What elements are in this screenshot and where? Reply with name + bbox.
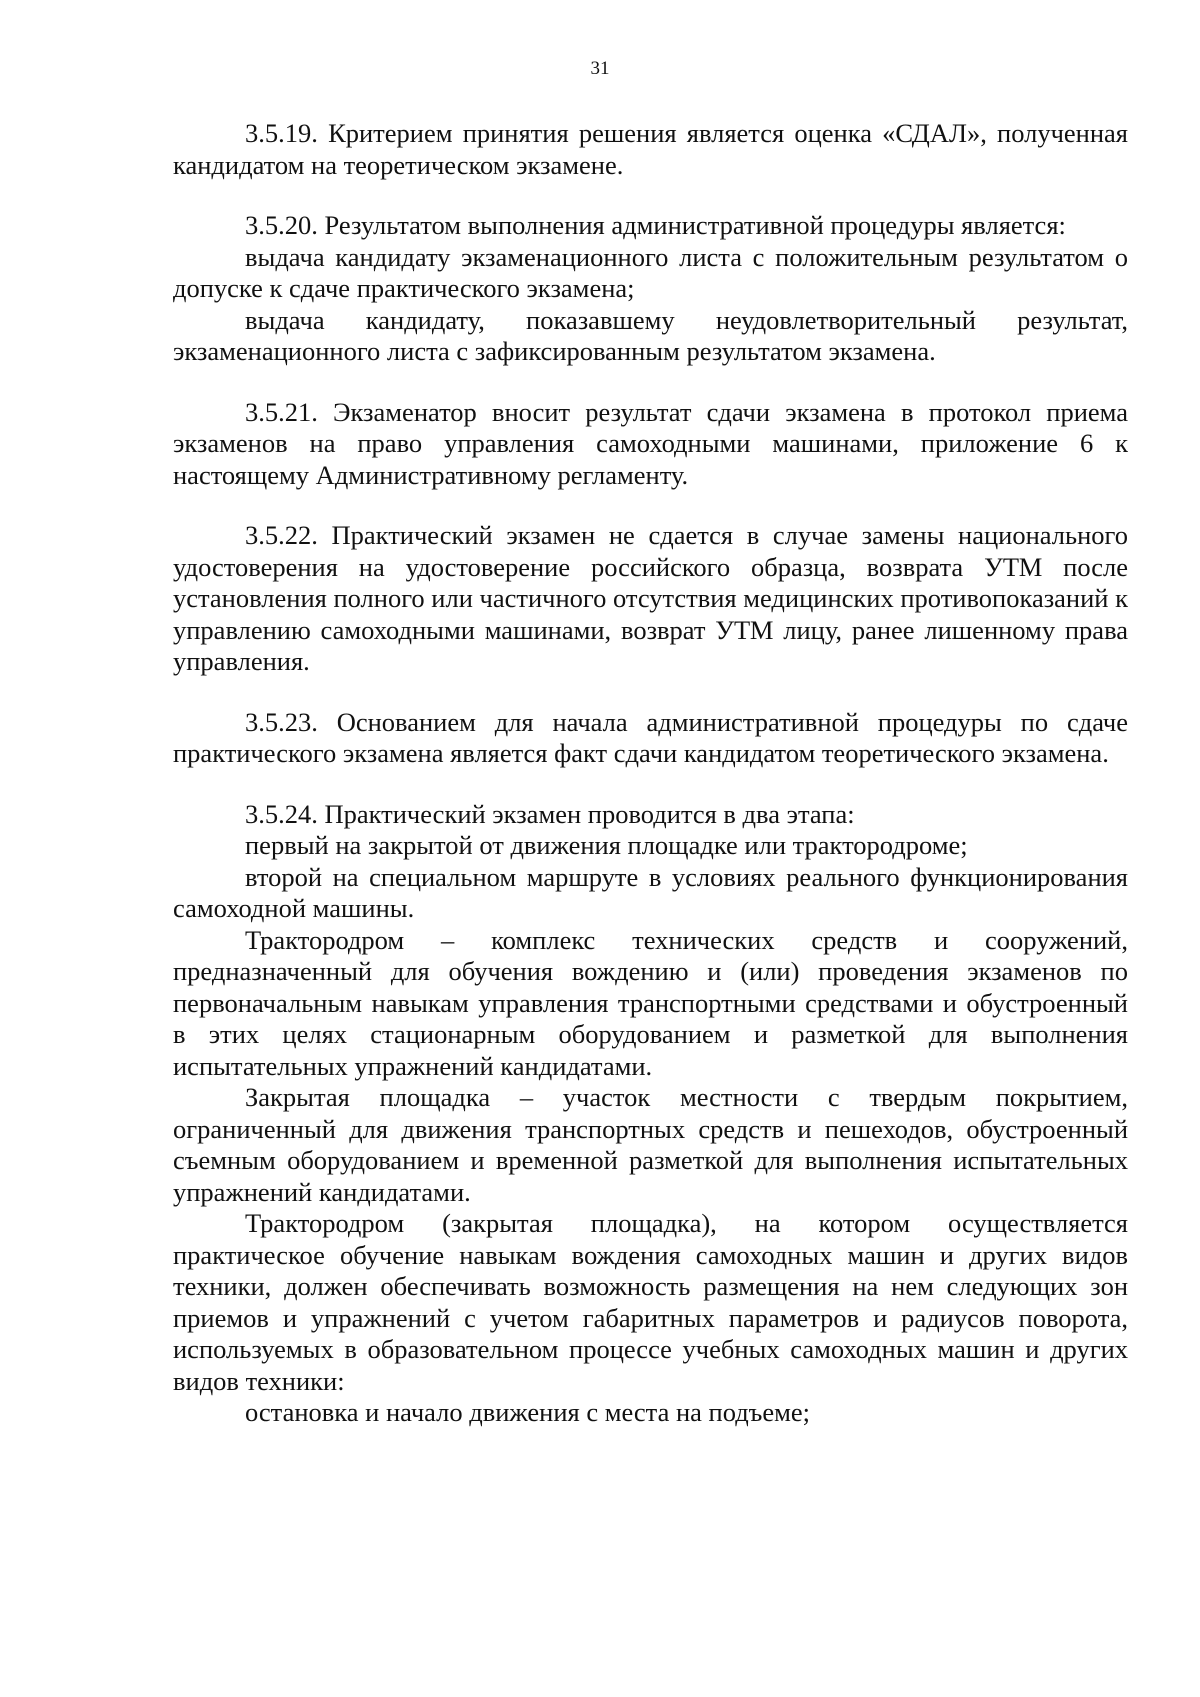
paragraph: второй на специальном маршруте в условиях реального функционирования самоходной машины. bbox=[173, 861, 1128, 923]
section-gap bbox=[173, 770, 1128, 799]
paragraph: 3.5.22. Практический экзамен не сдается в случае замены национального удостоверения на удостоверение российского образца, возврата УТМ после установления полного или частичного отсутствия медицинских противопоказаний к управлению самоходными машинами, возврат УТМ лицу, ранее лишенному права управления. bbox=[173, 520, 1128, 676]
document-body bbox=[173, 118, 1128, 1429]
paragraph: 3.5.21. Экзаменатор вносит результат сдачи экзамена в протокол приема экзаменов на право управления самоходными машинами, приложение 6 к настоящему Административному регламенту. bbox=[173, 396, 1128, 490]
section-3-5-22 bbox=[173, 520, 1128, 678]
paragraph: 3.5.24. Практический экзамен проводится в два этапа: bbox=[245, 798, 855, 829]
paragraph: Закрытая площадка – участок местности с твердым покрытием, ограниченный для движения транспортных средств и пешеходов, обустроенный съемным оборудованием и временной разметкой для выполнения испытательных упражнений кандидатами. bbox=[173, 1082, 1128, 1207]
section-gap bbox=[173, 368, 1128, 397]
section-3-5-19 bbox=[173, 118, 1128, 181]
paragraph: 3.5.23. Основанием для начала административной процедуры по сдаче практического экзамена является факт сдачи кандидатом теоретического экзамена. bbox=[173, 706, 1128, 768]
section-3-5-24 bbox=[173, 799, 1128, 1429]
paragraph: остановка и начало движения с места на подъеме; bbox=[245, 1397, 811, 1427]
paragraph: выдача кандидату, показавшему неудовлетворительный результат, экзаменационного листа с зафиксированным результатом экзамена. bbox=[173, 304, 1128, 366]
page-number: 31 bbox=[590, 58, 610, 79]
section-3-5-21 bbox=[173, 397, 1128, 492]
section-3-5-23 bbox=[173, 707, 1128, 770]
section-gap bbox=[173, 678, 1128, 707]
section-3-5-20 bbox=[173, 210, 1128, 368]
paragraph: выдача кандидату экзаменационного листа с положительным результатом о допуске к сдаче практического экзамена; bbox=[173, 241, 1128, 303]
paragraph: 3.5.20. Результатом выполнения административной процедуры является: bbox=[245, 210, 1066, 240]
paragraph: 3.5.19. Критерием принятия решения является оценка «СДАЛ», полученная кандидатом на теоретическом экзамене. bbox=[173, 118, 1128, 180]
paragraph: Трактородром – комплекс технических средств и сооружений, предназначенный для обучения вождению и (или) проведения экзаменов по первоначальным навыкам управления транспортными средствами и обустроенный в этих целях стационарным оборудованием и разметкой для выполнения испытательных упражнений кандидатами. bbox=[173, 924, 1128, 1081]
paragraph: первый на закрытой от движения площадке или трактородроме; bbox=[245, 830, 968, 860]
section-gap bbox=[173, 181, 1128, 210]
section-gap bbox=[173, 491, 1128, 520]
paragraph: Трактородром (закрытая площадка), на котором осуществляется практическое обучение навыкам вождения самоходных машин и других видов техники, должен обеспечивать возможность размещения на нем следующих зон приемов и упражнений с учетом габаритных параметров и радиусов поворота, используемых в образовательном процессе учебных самоходных машин и других видов техники: bbox=[173, 1208, 1128, 1396]
